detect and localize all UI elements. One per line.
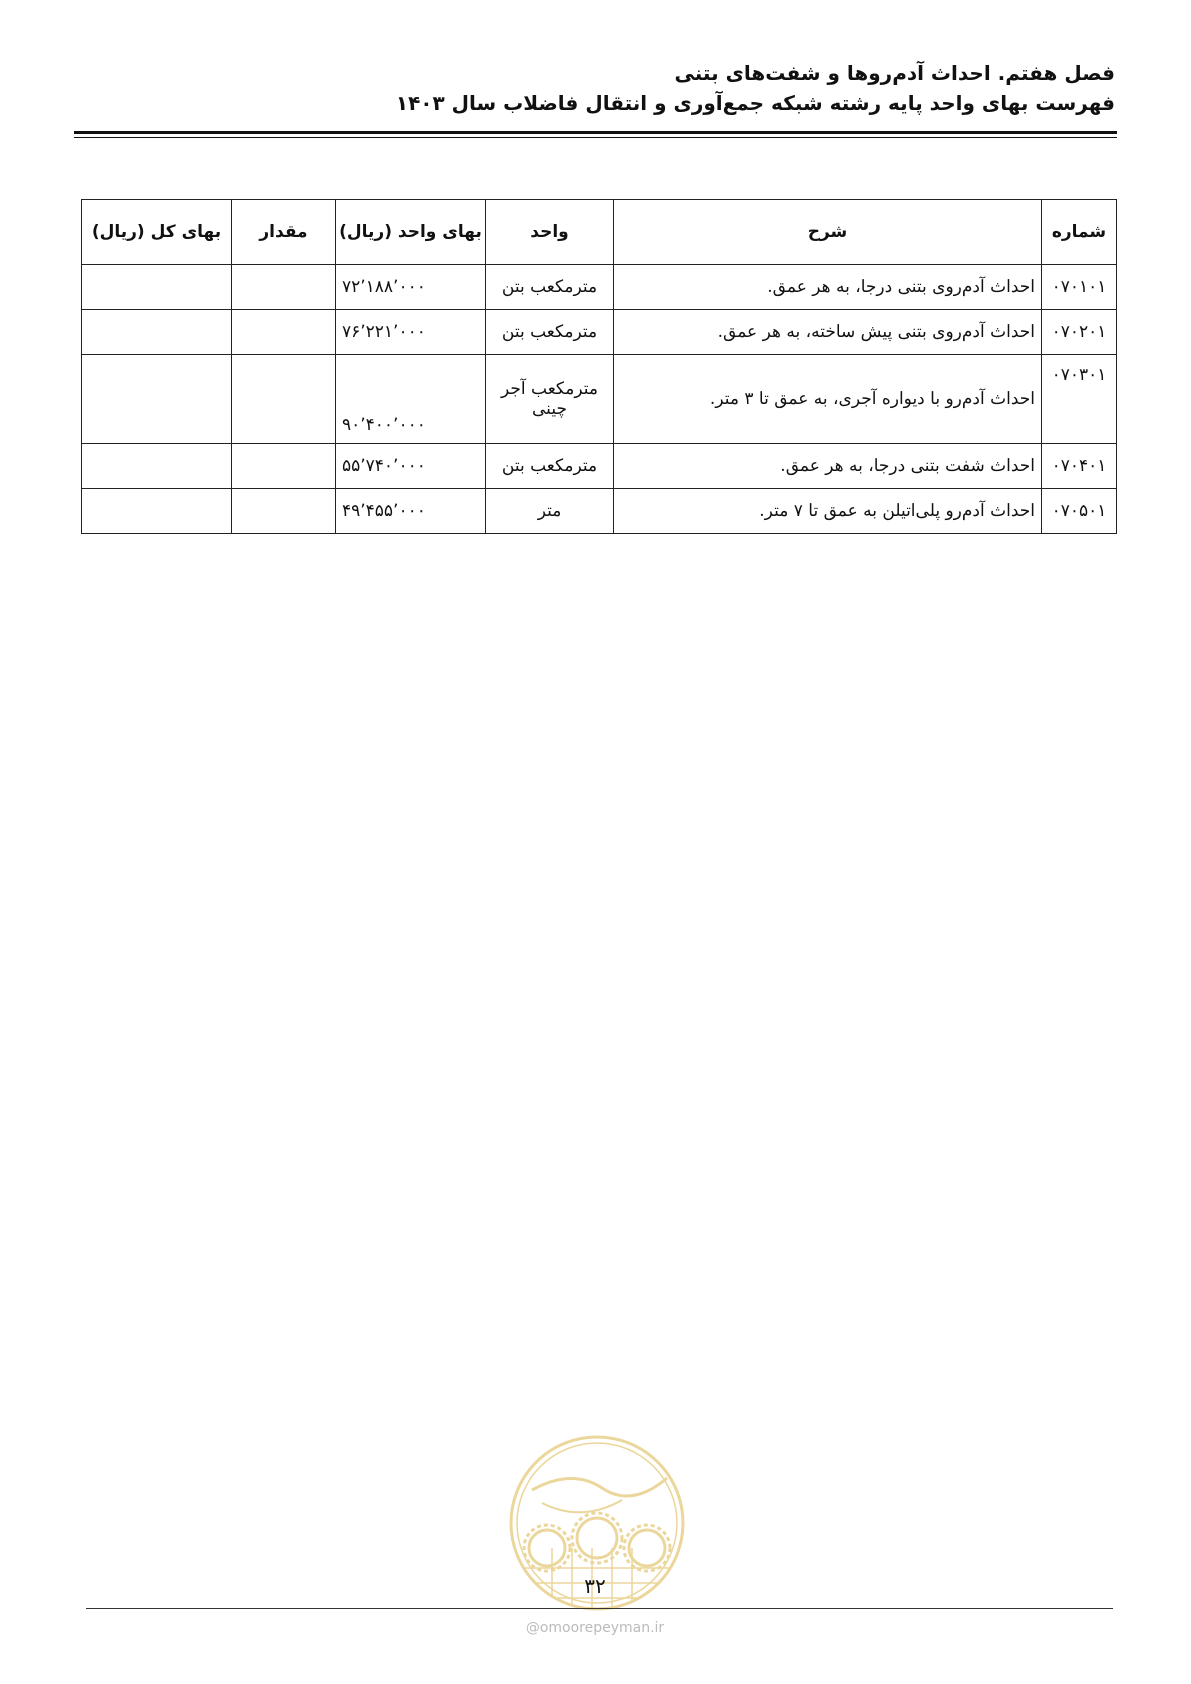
item-unit: مترمکعب بتن xyxy=(486,265,614,310)
item-description: احداث شفت بتنی درجا، به هر عمق. xyxy=(614,444,1042,489)
chapter-title: فصل هفتم. احداث آدم‌روها و شفت‌های بتنی xyxy=(674,61,1115,85)
item-description: احداث آدم‌رو پلی‌اتیلن به عمق تا ۷ متر. xyxy=(614,489,1042,534)
table-row xyxy=(82,310,1117,355)
item-unit: متر xyxy=(486,489,614,534)
header-rule-thin xyxy=(74,137,1117,138)
document-title: فهرست بهای واحد پایه رشته شبکه جمع‌آوری و انتقال فاضلاب سال ۱۴۰۳ xyxy=(395,91,1115,115)
table-header-row xyxy=(82,200,1117,265)
table-row xyxy=(82,355,1117,444)
footer-rule xyxy=(86,1608,1113,1609)
page-number: ۳۲ xyxy=(584,1574,606,1598)
header-total-price: بهای کل (ریال) xyxy=(82,200,232,265)
item-quantity xyxy=(232,444,336,489)
item-total-price xyxy=(82,489,232,534)
table-row xyxy=(82,489,1117,534)
item-unit-price: ۵۵٬۷۴۰٬۰۰۰ xyxy=(336,444,486,489)
item-unit-price: ۷۲٬۱۸۸٬۰۰۰ xyxy=(336,265,486,310)
item-unit-price: ۹۰٬۴۰۰٬۰۰۰ xyxy=(336,355,486,444)
header-quantity: مقدار xyxy=(232,200,336,265)
header-unit-price: بهای واحد (ریال) xyxy=(336,200,486,265)
table-row xyxy=(82,265,1117,310)
item-unit: مترمکعب بتن xyxy=(486,444,614,489)
item-number: ۰۷۰۱۰۱ xyxy=(1042,265,1117,310)
item-quantity xyxy=(232,489,336,534)
header-number: شماره xyxy=(1042,200,1117,265)
item-total-price xyxy=(82,355,232,444)
item-quantity xyxy=(232,265,336,310)
item-number: ۰۷۰۴۰۱ xyxy=(1042,444,1117,489)
item-number: ۰۷۰۵۰۱ xyxy=(1042,489,1117,534)
item-quantity xyxy=(232,310,336,355)
item-quantity xyxy=(232,355,336,444)
item-number: ۰۷۰۲۰۱ xyxy=(1042,310,1117,355)
item-description: احداث آدم‌روی بتنی درجا، به هر عمق. xyxy=(614,265,1042,310)
header-unit: واحد xyxy=(486,200,614,265)
item-unit-price: ۴۹٬۴۵۵٬۰۰۰ xyxy=(336,489,486,534)
header-description: شرح xyxy=(614,200,1042,265)
item-total-price xyxy=(82,310,232,355)
item-unit: مترمکعب آجر چینی xyxy=(486,355,614,444)
item-number: ۰۷۰۳۰۱ xyxy=(1042,355,1117,444)
item-unit: مترمکعب بتن xyxy=(486,310,614,355)
price-table xyxy=(81,199,1117,534)
item-unit-price: ۷۶٬۲۲۱٬۰۰۰ xyxy=(336,310,486,355)
item-total-price xyxy=(82,444,232,489)
item-total-price xyxy=(82,265,232,310)
page-header xyxy=(76,58,1115,118)
item-description: احداث آدم‌رو با دیواره آجری، به عمق تا ۳ متر. xyxy=(614,355,1042,444)
table-row xyxy=(82,444,1117,489)
item-description: احداث آدم‌روی بتنی پیش ساخته، به هر عمق. xyxy=(614,310,1042,355)
website-watermark: @omoorepeyman.ir xyxy=(525,1620,665,1636)
header-rule-thick xyxy=(74,131,1117,134)
